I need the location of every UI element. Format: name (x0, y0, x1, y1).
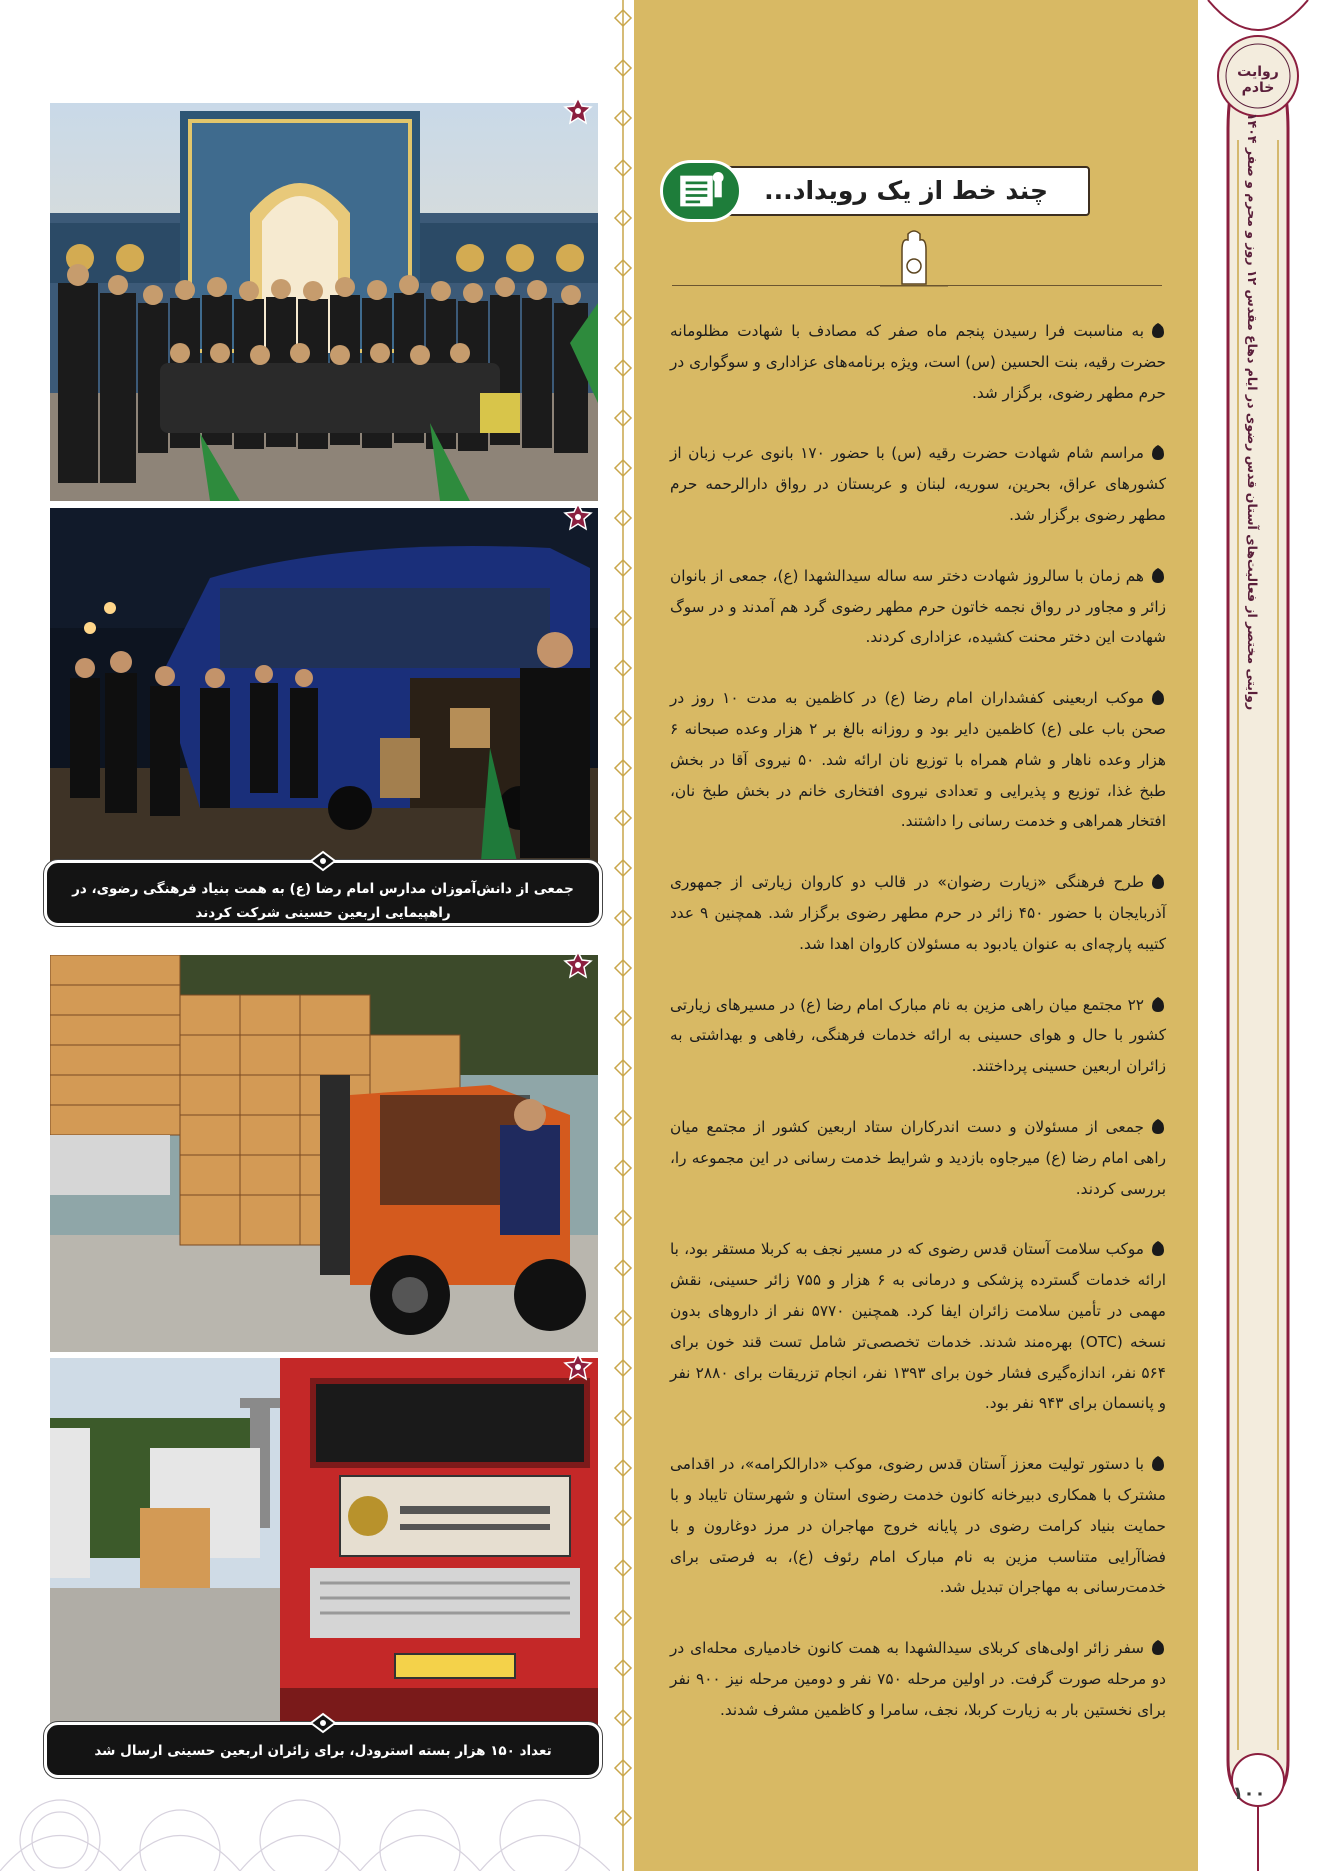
news-item (670, 1234, 1166, 1419)
page-number: ۱۰۰ (1232, 1783, 1266, 1804)
caption-text: تعداد ۱۵۰ هزار بسته استرودل، برای زائران اربعین حسینی ارسال شد (94, 1743, 552, 1759)
photo-shrine-group (50, 103, 598, 501)
bullet-icon (1150, 1639, 1166, 1656)
news-text: جمعی از مسئولان و دست اندرکاران ستاد اربعین کشور از مجتمع میان راهی امام رضا (ع) میرجاوه بازدید و شرایط خدمت رسانی در این مجموعه را، بررسی کردند. (670, 1117, 1166, 1198)
news-item (670, 316, 1166, 408)
magazine-logo (1198, 26, 1308, 126)
section-title: چند خط از یک رویداد... (700, 166, 1090, 216)
bullet-icon (1150, 1455, 1166, 1472)
photo-red-truck (50, 1358, 598, 1730)
news-item (670, 561, 1166, 653)
bullet-icon (1150, 444, 1166, 461)
news-text: موکب اربعینی کفشداران امام رضا (ع) در کاظمین به مدت ۱۰ روز در صحن باب علی (ع) کاظمین دایر بود و روزانه بالغ بر ۲ هزار وعده صبحانه ۶ هزار وعده ناهار و شام همراه با توزیع نان ارائه شد. ۵۰ نیروی آقا در بخش طبخ غذا، توزیع و پذیرایی و تعدادی نیروی افتخاری خانم در بخش طبخ نان، افتخار همراهی و خدمت رسانی را داشتند. (670, 689, 1166, 831)
photo-forklift-boxes (50, 955, 598, 1352)
knot-ornament-icon (309, 1712, 337, 1734)
news-item (670, 683, 1166, 837)
bullet-icon (1150, 996, 1166, 1013)
bullet-icon (1150, 1118, 1166, 1135)
news-item (670, 990, 1166, 1082)
photo-bus-students (50, 508, 598, 874)
section-header (660, 160, 1090, 222)
news-items (670, 316, 1166, 1725)
news-text: سفر زائر اولی‌های کربلای سیدالشهدا به همت کانون خادمیاری محله‌ای در دو مرحله صورت گرفت. در اولین مرحله ۷۵۰ نفر و دومین مرحله نیز ۹۰۰ نفر برای نخستین بار به زیارت کربلا، نجف، سامرا و کاظمین مشرف شدند. (670, 1639, 1166, 1719)
ornamental-border-strip (612, 0, 634, 1871)
bullet-icon (1150, 1240, 1166, 1257)
news-item (670, 867, 1166, 959)
knot-ornament-icon (309, 850, 337, 872)
caption-text: جمعی از دانش‌آموزان مدارس امام رضا (ع) به همت بنیاد فرهنگی رضوی، در راهپیمایی اربعین حسینی شرکت کردند (72, 881, 574, 921)
news-item (670, 1633, 1166, 1725)
bullet-icon (1150, 322, 1166, 339)
flower-ornament-icon (563, 950, 593, 980)
news-text: موکب سلامت آستان قدس رضوی که در مسیر نجف به کربلا مستقر بود، با ارائه خدمات گسترده پزشکی و درمانی به ۶ هزار و ۷۵۵ زائر حسینی، نقش مهمی در تأمین سلامت زائران ایفا کرد. همچنین ۵۷۷۰ نفر از داروهای بدون نسخه (OTC) بهره‌مند شدند. خدمات تخصصی‌تر شامل تست قند خون برای ۵۶۴ نفر، اندازه‌گیری فشار خون برای ۱۳۹۳ نفر، انجام تزریقات برای ۲۸۸۰ نفر و پانسمان برای ۹۴۳ نفر بود. (670, 1240, 1167, 1413)
flower-ornament-icon (563, 96, 593, 126)
document-icon (660, 160, 742, 222)
flower-ornament-icon (563, 1352, 593, 1382)
photo-caption-bus (44, 860, 602, 926)
divider (672, 285, 1162, 286)
bullet-icon (1150, 567, 1166, 584)
news-text: با دستور تولیت معزز آستان قدس رضوی، موکب «دارالکرامه»، در اقدامی مشترک با همکاری دبیرخانه کانون خدمت رضوی استان و شهرستان تایباد و با حمایت بنیاد کرامت رضوی در پایانه خروج مهاجران در مرز دوغارون و با فضاآرایی متناسب مزین به نام مبارک امام رئوف (ع)، به فرصتی برای خدمت‌رسانی به مهاجران تبدیل شد. (670, 1455, 1166, 1597)
news-text: هم زمان با سالروز شهادت دختر سه ساله سیدالشهدا (ع)، جمعی از بانوان زائر و مجاور در رواق نجمه خاتون حرم مطهر رضوی گرد هم آمدند و در سوگ شهادت این دختر محنت کشیده، عزاداری کردند. (670, 566, 1166, 647)
news-text: ۲۲ مجتمع میان راهی مزین به نام مبارک امام رضا (ع) در مسیرهای زیارتی کشور با حال و هوای حسینی به ارائه خدمات فرهنگی، رفاهی و بهداشتی به زائران اربعین حسینی پرداختند. (670, 995, 1166, 1076)
news-item (670, 1112, 1166, 1204)
news-item (670, 1449, 1166, 1603)
news-text: به مناسبت فرا رسیدن پنجم ماه صفر که مصادف با شهادت مظلومانه حضرت رقیه، بنت الحسین (س) است، ویژه برنامه‌های عزاداری و سوگواری در حرم مطهر رضوی، برگزار شد. (670, 322, 1166, 402)
side-caption: روایتی مختصر از فعالیت‌های آستان قدس رضوی در ایام دهاع مقدس ۱۲ روز و محرم و صفر ۱۴۰۴ (1245, 112, 1260, 710)
bullet-icon (1150, 689, 1166, 706)
news-text: مراسم شام شهادت حضرت رقیه (س) با حضور ۱۷۰ بانوی عرب زبان از کشورهای عراق، بحرین، سوریه، لبنان و عربستان در رواق دارالرحمه حرم مطهر رضوی برگزار شد. (670, 444, 1166, 524)
news-text: طرح فرهنگی «زیارت رضوان» در قالب دو کاروان زیارتی از جمهوری آذربایجان با حضور ۴۵۰ زائر در حرم مطهر رضوی برگزار شد. همچنین ۹ عدد کتیبه پارچه‌ای به عنوان یادبود به مسئولان کاروان اهدا شد. (670, 873, 1166, 953)
logo-text: روایت خادم (1237, 64, 1279, 96)
bullet-icon (1150, 873, 1166, 890)
decorative-pattern-icon (0, 1760, 610, 1871)
news-item (670, 438, 1166, 530)
flower-ornament-icon (563, 502, 593, 532)
